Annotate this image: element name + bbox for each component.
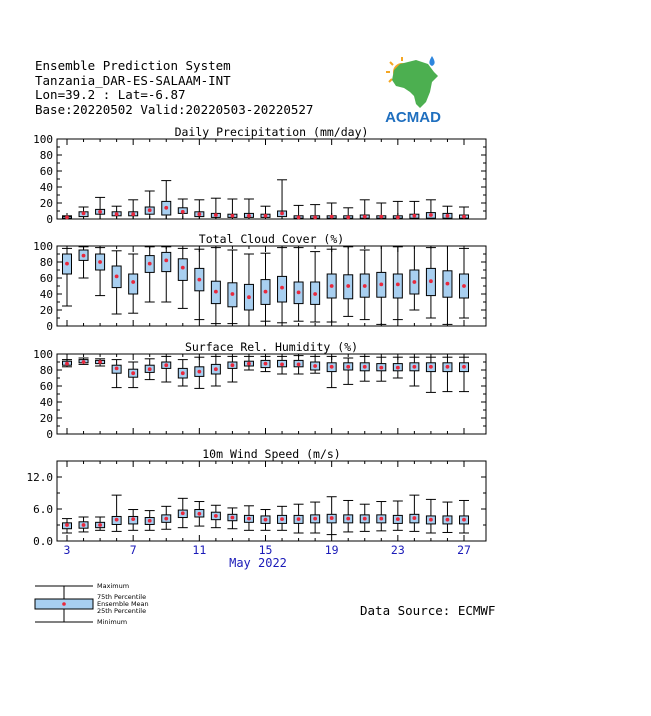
mean-marker — [65, 262, 69, 266]
data-source: Data Source: ECMWF — [360, 603, 496, 618]
mean-marker — [197, 370, 201, 374]
mean-marker — [197, 512, 201, 516]
y-tick-label: 40 — [39, 288, 53, 301]
x-axis-label: May 2022 — [229, 556, 287, 570]
panel-frame — [57, 461, 486, 541]
y-tick-label: 40 — [39, 181, 53, 194]
mean-marker — [181, 266, 185, 270]
mean-marker — [65, 523, 69, 527]
mean-marker — [429, 279, 433, 283]
mean-marker — [462, 215, 466, 219]
legend-p75: 75th Percentile — [97, 593, 147, 601]
mean-marker — [313, 364, 317, 368]
mean-marker — [82, 523, 86, 527]
mean-marker — [115, 367, 119, 371]
mean-marker — [264, 214, 268, 218]
mean-marker — [65, 362, 69, 366]
mean-marker — [247, 295, 251, 299]
mean-marker — [396, 216, 400, 220]
mean-marker — [429, 518, 433, 522]
mean-marker — [297, 363, 301, 367]
mean-marker — [363, 284, 367, 288]
mean-marker — [164, 363, 168, 367]
y-tick-label: 100 — [33, 348, 53, 361]
mean-marker — [346, 284, 350, 288]
mean-marker — [264, 518, 268, 522]
mean-marker — [148, 262, 152, 266]
mean-marker — [280, 286, 284, 290]
y-tick-label: 0 — [46, 213, 53, 226]
mean-marker — [346, 365, 350, 369]
mean-marker — [462, 365, 466, 369]
mean-marker — [297, 517, 301, 521]
legend-p25: 25th Percentile — [97, 607, 147, 615]
mean-marker — [181, 371, 185, 375]
iqr-box — [129, 274, 138, 294]
mean-marker — [231, 214, 235, 218]
mean-marker — [98, 260, 102, 264]
y-tick-label: 0 — [46, 320, 53, 333]
mean-marker — [462, 284, 466, 288]
mean-marker — [330, 284, 334, 288]
y-tick-label: 100 — [33, 133, 53, 146]
y-tick-label: 6.0 — [33, 503, 53, 516]
mean-marker — [197, 212, 201, 216]
y-tick-label: 60 — [39, 165, 53, 178]
mean-marker — [131, 371, 135, 375]
y-tick-label: 20 — [39, 304, 53, 317]
mean-marker — [330, 215, 334, 219]
mean-marker — [181, 210, 185, 214]
header-dates: Base:20220502 Valid:20220503-20220527 — [35, 101, 314, 117]
y-tick-label: 80 — [39, 256, 53, 269]
logo-text: ACMAD — [385, 109, 441, 126]
mean-marker — [164, 206, 168, 210]
y-tick-label: 100 — [33, 240, 53, 253]
mean-marker — [363, 215, 367, 219]
legend — [33, 582, 173, 626]
y-tick-label: 60 — [39, 380, 53, 393]
mean-marker — [396, 283, 400, 287]
mean-marker — [379, 215, 383, 219]
mean-marker — [82, 254, 86, 258]
panel-title: Surface Rel. Humidity (%) — [184, 340, 359, 354]
header-station: Tanzania_DAR-ES-SALAAM-INT — [35, 72, 231, 88]
y-tick-label: 20 — [39, 412, 53, 425]
x-tick-label: 3 — [63, 543, 71, 557]
x-tick-label: 15 — [258, 543, 273, 557]
mean-marker — [429, 365, 433, 369]
mean-marker — [330, 365, 334, 369]
mean-marker — [379, 283, 383, 287]
header-system: Ensemble Prediction System — [35, 58, 231, 73]
mean-marker — [131, 280, 135, 284]
mean-marker — [214, 213, 218, 217]
mean-marker — [346, 517, 350, 521]
x-tick-label: 27 — [457, 543, 471, 557]
panel-title: 10m Wind Speed (m/s) — [202, 447, 341, 461]
mean-marker — [98, 523, 102, 527]
mean-marker — [164, 259, 168, 263]
y-tick-label: 60 — [39, 272, 53, 285]
mean-marker — [412, 214, 416, 218]
mean-marker — [197, 278, 201, 282]
panel-title: Daily Precipitation (mm/day) — [174, 125, 369, 139]
y-tick-label: 0 — [46, 428, 53, 441]
mean-marker — [115, 275, 119, 279]
mean-marker — [297, 291, 301, 295]
mean-marker — [231, 292, 235, 296]
mean-marker — [148, 367, 152, 371]
mean-marker — [264, 362, 268, 366]
mean-marker — [330, 516, 334, 520]
y-tick-label: 12.0 — [26, 471, 53, 484]
mean-marker — [164, 517, 168, 521]
mean-marker — [462, 518, 466, 522]
x-tick-label: 7 — [129, 543, 137, 557]
mean-marker — [115, 212, 119, 216]
mean-marker — [115, 518, 119, 522]
mean-marker — [131, 517, 135, 521]
y-tick-label: 40 — [39, 396, 53, 409]
mean-marker — [65, 216, 69, 220]
mean-marker — [280, 212, 284, 216]
mean-marker — [82, 212, 86, 216]
mean-marker — [214, 290, 218, 294]
mean-marker — [313, 216, 317, 220]
mean-marker — [346, 216, 350, 220]
legend-mean: Ensemble Mean — [97, 600, 149, 608]
mean-marker — [446, 518, 450, 522]
mean-marker — [131, 212, 135, 216]
y-tick-label: 80 — [39, 149, 53, 162]
mean-marker — [412, 365, 416, 369]
mean-marker — [313, 517, 317, 521]
x-tick-label: 23 — [390, 543, 405, 557]
mean-marker — [148, 519, 152, 523]
mean-marker — [412, 280, 416, 284]
legend-mean-marker — [62, 602, 66, 606]
x-tick-label: 11 — [192, 543, 207, 557]
y-tick-label: 20 — [39, 197, 53, 210]
legend-minimum: Minimum — [97, 618, 128, 626]
mean-marker — [247, 517, 251, 521]
mean-marker — [247, 214, 251, 218]
mean-marker — [363, 365, 367, 369]
mean-marker — [181, 511, 185, 515]
mean-marker — [446, 214, 450, 218]
mean-marker — [379, 366, 383, 370]
mean-marker — [297, 216, 301, 220]
mean-marker — [231, 363, 235, 367]
mean-marker — [412, 516, 416, 520]
mean-marker — [313, 292, 317, 296]
header-coords: Lon=39.2 : Lat=-6.87 — [35, 87, 186, 102]
x-tick-label: 19 — [324, 543, 339, 557]
y-tick-label: 0.0 — [33, 535, 53, 548]
mean-marker — [363, 517, 367, 521]
mean-marker — [247, 362, 251, 366]
mean-marker — [148, 208, 152, 212]
mean-marker — [396, 366, 400, 370]
panel-frame — [57, 139, 486, 219]
mean-marker — [264, 290, 268, 294]
mean-marker — [379, 517, 383, 521]
mean-marker — [214, 367, 218, 371]
iqr-box — [178, 259, 187, 281]
mean-marker — [280, 517, 284, 521]
panel-title: Total Cloud Cover (%) — [198, 232, 345, 246]
mean-marker — [231, 516, 235, 520]
legend-maximum: Maximum — [97, 582, 130, 590]
mean-marker — [82, 360, 86, 364]
mean-marker — [98, 210, 102, 214]
mean-marker — [98, 360, 102, 364]
mean-marker — [446, 282, 450, 286]
y-tick-label: 80 — [39, 364, 53, 377]
mean-marker — [214, 514, 218, 518]
mean-marker — [396, 517, 400, 521]
mean-marker — [280, 363, 284, 367]
mean-marker — [446, 365, 450, 369]
mean-marker — [429, 213, 433, 217]
